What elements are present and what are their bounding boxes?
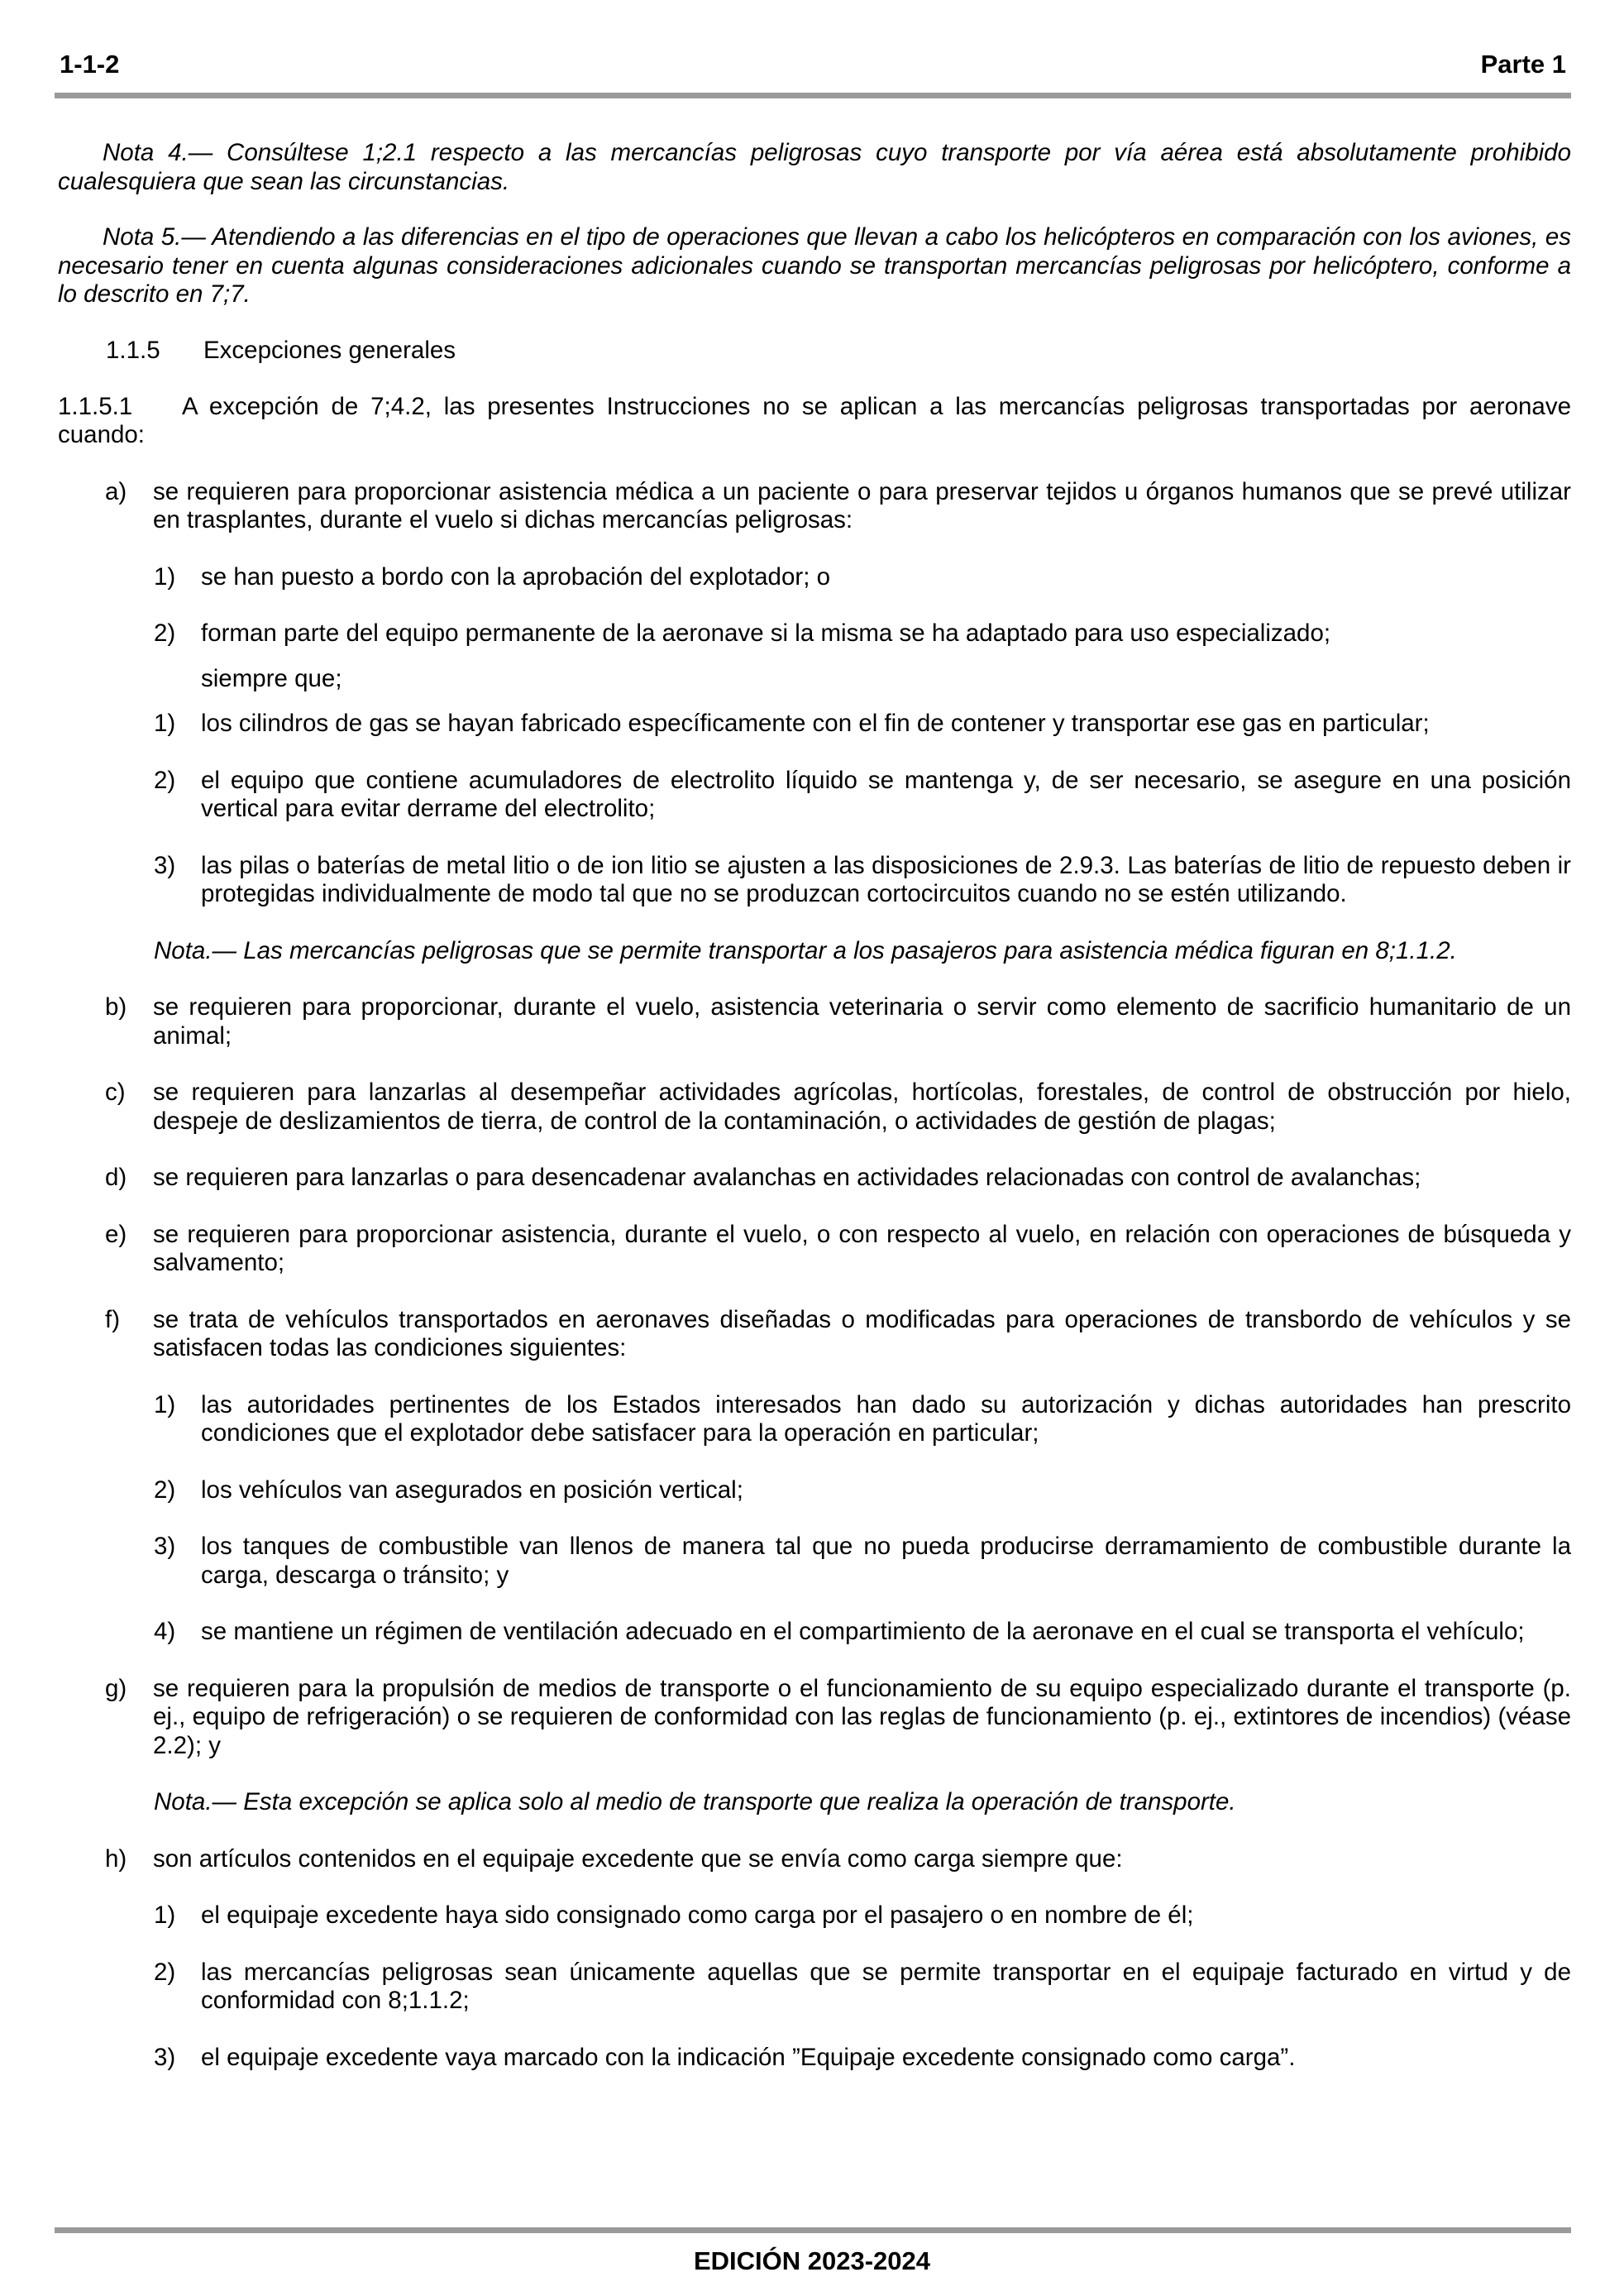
item-label: 1) [154, 1390, 176, 1418]
item-text: se requieren para la propulsión de medios de transporte o el funcionamiento de su equipo especializado durante el transporte (p. ej., equipo de refrigeración) o se requieren de conformidad con las reglas de funcionamiento (p. ej., extintores de incendios) (véase 2.2); y [153, 1674, 1571, 1759]
item-label: d) [105, 1164, 127, 1191]
list-item-h-1 [58, 1901, 1571, 1930]
list-item-h [58, 1845, 1571, 1874]
paragraph-number: 1.1.5.1 [58, 392, 133, 420]
page-body [58, 139, 1571, 2072]
item-label: c) [105, 1079, 126, 1106]
item-text: se requieren para lanzarlas al desempeñar actividades agrícolas, hortícolas, forestales, de control de obstrucción por hielo, despeje de deslizamientos de tierra, de control de la contaminación, o actividades de gestión de plagas; [153, 1079, 1571, 1135]
note-text: Las mercancías peligrosas que se permite transportar a los pasajeros para asistencia médica figuran en 8;1.1.2. [243, 936, 1457, 964]
footer-divider [55, 2227, 1571, 2233]
page-footer [0, 2246, 1624, 2276]
note-transport [58, 1788, 1571, 1817]
part-label: Parte 1 [1480, 50, 1566, 79]
note-5 [58, 223, 1571, 309]
note-title: Nota.— [154, 936, 244, 964]
note-5-text: Atendiendo a las diferencias en el tipo de operaciones que llevan a cabo los helicópteros en comparación con los aviones, es necesario tener en cuenta algunas consideraciones adicionales cuando se transportan mercancías peligrosas por helicóptero, conforme a lo descrito en 7;7. [58, 223, 1571, 308]
list-item-a-condition-3 [58, 852, 1571, 909]
list-item-b [58, 993, 1571, 1050]
list-item-h-3 [58, 2044, 1571, 2073]
item-text: el equipaje excedente vaya marcado con la indicación ”Equipaje excedente consignado como carga”. [201, 2043, 1296, 2071]
list-item-d [58, 1164, 1571, 1193]
item-label: 2) [154, 1958, 176, 1986]
note-4-title: Nota 4.— [103, 139, 227, 166]
item-text: se requieren para lanzarlas o para desencadenar avalanchas en actividades relacionadas con control de avalanchas; [153, 1164, 1421, 1191]
list-item-a [58, 478, 1571, 535]
list-item-f-3 [58, 1533, 1571, 1590]
item-text: se requieren para proporcionar asistencia, durante el vuelo, o con respecto al vuelo, en relación con operaciones de búsqueda y salvamento; [153, 1220, 1571, 1276]
item-text: las mercancías peligrosas sean únicamente aquellas que se permite transportar en el equipaje facturado en virtud y de conformidad con 8;1.1.2; [201, 1958, 1571, 2014]
paragraph-text: A excepción de 7;4.2, las presentes Instrucciones no se aplican a las mercancías peligrosas transportadas por aeronave cuando: [58, 392, 1571, 448]
proviso-text: siempre que; [201, 664, 342, 692]
list-item-a-condition-1 [58, 710, 1571, 739]
item-text: forman parte del equipo permanente de la aeronave si la misma se ha adaptado para uso especializado; [201, 619, 1331, 647]
page-number: 1-1-2 [60, 50, 120, 79]
item-text: las autoridades pertinentes de los Estados interesados han dado su autorización y dichas autoridades han prescrito condiciones que el explotador debe satisfacer para la operación en particular; [201, 1390, 1571, 1447]
section-heading [58, 337, 1571, 366]
list-item-a-1 [58, 563, 1571, 592]
item-label: 1) [154, 562, 176, 591]
item-label: b) [105, 993, 127, 1021]
item-text: se requieren para proporcionar, durante el vuelo, asistencia veterinaria o servir como elemento de sacrificio humanitario de un animal; [153, 993, 1571, 1050]
item-label: 3) [154, 851, 176, 879]
note-medical [58, 937, 1571, 966]
list-item-g [58, 1675, 1571, 1761]
item-text: se mantiene un régimen de ventilación adecuado en el compartimiento de la aeronave en el cual se transporta el vehículo; [201, 1618, 1525, 1645]
item-label: g) [105, 1674, 127, 1702]
list-item-f-4 [58, 1618, 1571, 1647]
item-label: 2) [154, 619, 176, 647]
item-text: el equipo que contiene acumuladores de electrolito líquido se mantenga y, de ser necesario, se asegure en una posición vertical para evitar derrame del electrolito; [201, 766, 1571, 822]
item-text: el equipaje excedente haya sido consignado como carga por el pasajero o en nombre de él; [201, 1901, 1194, 1929]
item-label: 2) [154, 766, 176, 794]
list-item-a-condition-2 [58, 767, 1571, 824]
note-4 [58, 139, 1571, 196]
item-text: son artículos contenidos en el equipaje excedente que se envía como carga siempre que: [153, 1844, 1123, 1873]
list-item-e [58, 1221, 1571, 1278]
item-label: 1) [154, 710, 176, 737]
item-text: se trata de vehículos transportados en aeronaves diseñadas o modificadas para operaciones de transbordo de vehículos y se satisfacen todas las condiciones siguientes: [153, 1305, 1571, 1361]
item-text: las pilas o baterías de metal litio o de ion litio se ajusten a las disposiciones de 2.9.3. Las baterías de litio de repuesto deben ir protegidas individualmente de modo tal que no se produzcan cortocircuitos cuando no se estén utilizando. [201, 851, 1571, 907]
item-text: los cilindros de gas se hayan fabricado específicamente con el fin de contener y transportar ese gas en particular; [201, 710, 1430, 737]
item-label: h) [105, 1844, 127, 1873]
list-item-f-2 [58, 1476, 1571, 1505]
item-label: 2) [154, 1476, 176, 1504]
item-label: 4) [154, 1618, 176, 1645]
list-item-c [58, 1079, 1571, 1136]
item-text: los vehículos van asegurados en posición vertical; [201, 1476, 743, 1504]
list-item-f [58, 1306, 1571, 1363]
note-5-title: Nota 5.— [103, 223, 213, 251]
item-label: e) [105, 1220, 127, 1248]
item-text: los tanques de combustible van llenos de manera tal que no pueda producirse derramamiento de combustible durante la carga, descarga o tránsito; y [201, 1533, 1571, 1589]
item-text: se requieren para proporcionar asistencia médica a un paciente o para preservar tejidos u órganos humanos que se prevé utilizar en trasplantes, durante el vuelo si dichas mercancías peligrosas: [153, 477, 1571, 533]
item-label: 1) [154, 1901, 176, 1929]
item-label: a) [105, 477, 127, 505]
header-divider [55, 93, 1571, 98]
paragraph-1-1-5-1 [58, 393, 1571, 450]
section-number: 1.1.5 [106, 336, 160, 364]
note-text: Esta excepción se aplica solo al medio de transporte que realiza la operación de transporte. [243, 1788, 1236, 1815]
note-title: Nota.— [154, 1788, 244, 1815]
item-label: 3) [154, 2043, 176, 2071]
item-label: f) [105, 1305, 121, 1333]
note-4-text: Consúltese 1;2.1 respecto a las mercancías peligrosas cuyo transporte por vía aérea está absolutamente prohibido cualesquiera que sean las circunstancias. [58, 139, 1571, 195]
edition-label: EDICIÓN 2023-2024 [693, 2246, 931, 2275]
list-item-h-2 [58, 1959, 1571, 2016]
item-text: se han puesto a bordo con la aprobación del explotador; o [201, 562, 830, 591]
list-item-f-1 [58, 1391, 1571, 1448]
item-label: 3) [154, 1533, 176, 1560]
section-title: Excepciones generales [203, 336, 456, 364]
list-item-a-2 [58, 619, 1571, 648]
